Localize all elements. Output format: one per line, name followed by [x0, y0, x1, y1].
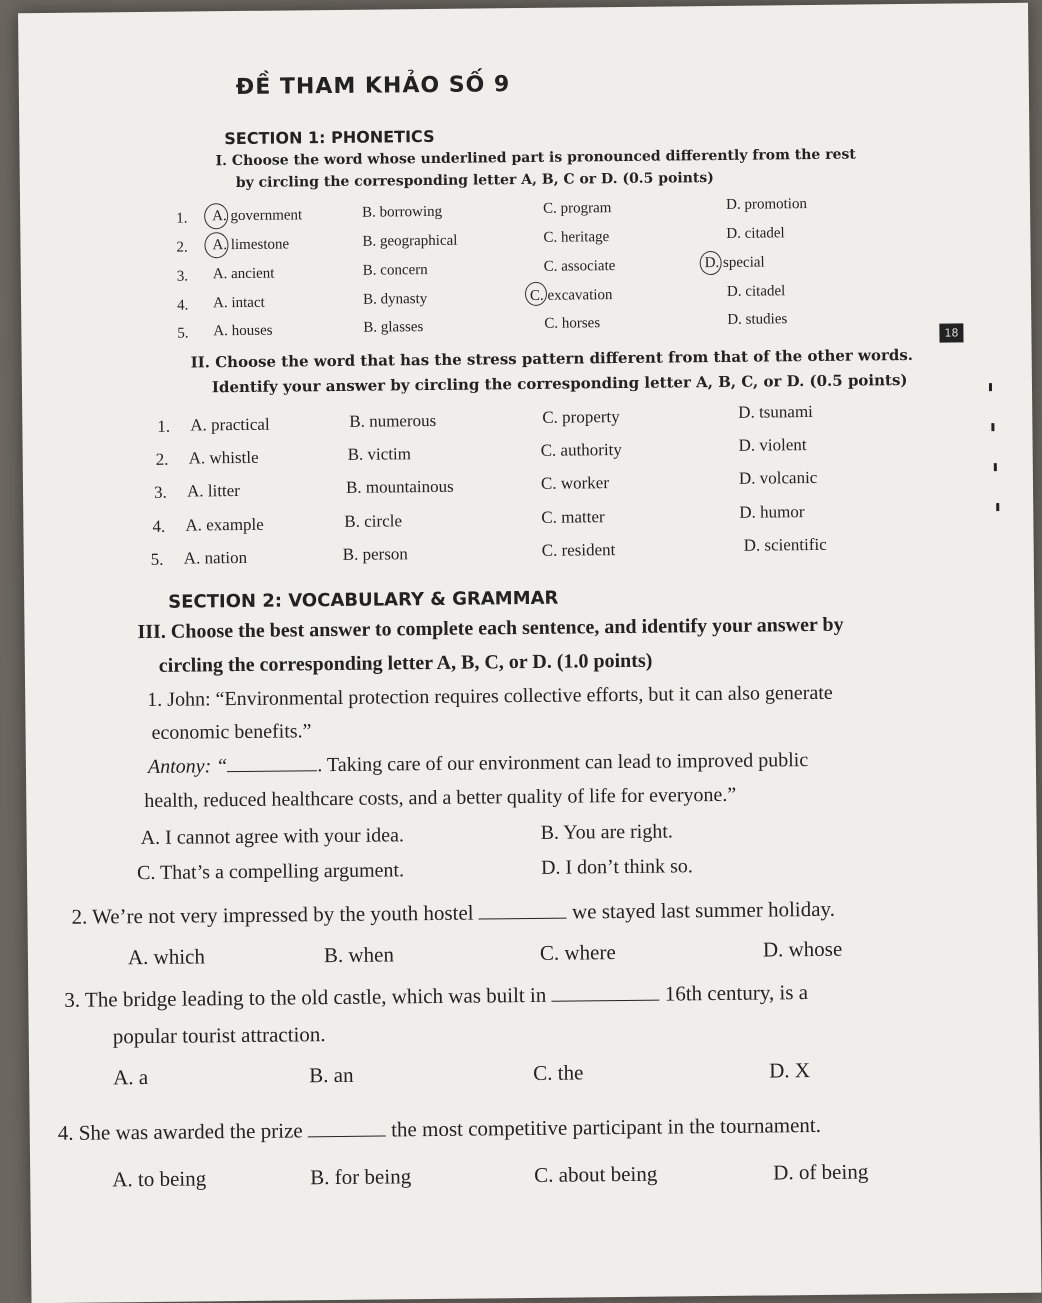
option-c: C. resident — [541, 540, 616, 560]
option-c: C. the — [533, 1060, 584, 1085]
option-b: B. an — [309, 1062, 354, 1088]
option-d: D. X — [769, 1058, 811, 1083]
option-b: B. circle — [344, 511, 403, 531]
answer-blank — [227, 756, 317, 772]
question-1-line1: 1. John: “Environmental protection requires collective efforts, but it can also generate — [147, 681, 833, 711]
option-b: B. for being — [310, 1164, 412, 1190]
question-3-post: 16th century, is a — [664, 980, 809, 1006]
question-4-post: the most competitive participant in the tournament. — [391, 1112, 822, 1142]
question-1-line2: economic benefits.” — [151, 720, 312, 744]
option-b: B. concern — [362, 262, 428, 279]
worksheet-page — [18, 3, 1041, 1303]
option-a: A. which — [127, 944, 206, 970]
option-a: A. houses — [213, 322, 273, 340]
option-d: D. citadel — [726, 283, 786, 300]
page-title: ĐỀ THAM KHẢO SỐ 9 — [235, 72, 511, 101]
option-b: B. victim — [347, 444, 412, 464]
option-b: B. glasses — [363, 319, 424, 336]
answer-blank — [479, 904, 567, 920]
edge-mark — [996, 503, 999, 511]
question-1-line4: health, reduced healthcare costs, and a better quality of life for everyone.” — [144, 783, 737, 813]
answer-blank — [308, 1121, 386, 1137]
question-number: 1. — [176, 210, 188, 227]
option-c: C. horses — [544, 315, 601, 332]
answer-blank — [551, 986, 659, 1002]
option-d: D. humor — [739, 502, 805, 522]
part-3-instruction-line2: circling the corresponding letter A, B, C, or D. (1.0 points) — [158, 649, 653, 677]
question-1-line3-rest: . Taking care of our environment can lead to improved public — [317, 749, 809, 777]
option-a: A. practical — [190, 414, 270, 435]
question-4-text — [58, 1113, 821, 1146]
option-b: B. borrowing — [362, 203, 443, 221]
option-d: D. special — [704, 254, 765, 272]
question-2-pre: 2. We’re not very impressed by the youth hostel — [71, 900, 474, 929]
option-a: A. limestone — [212, 236, 290, 254]
question-1-line3 — [148, 749, 809, 779]
option-c: C. That’s a compelling argument. — [136, 859, 405, 885]
question-3-line2: popular tourist attraction. — [112, 1022, 326, 1049]
option-d: D. volcanic — [738, 467, 818, 488]
question-3-text — [64, 980, 808, 1013]
part-1-instruction: I. Choose the word whose underlined part is pronounced differently from the rest — [215, 146, 856, 170]
option-a: A. to being — [112, 1166, 207, 1192]
option-a: A. litter — [186, 480, 241, 501]
option-d: D. tsunami — [738, 401, 813, 422]
question-number: 4. — [152, 516, 166, 536]
option-a: A. ancient — [212, 265, 275, 283]
edge-mark — [989, 383, 992, 391]
option-a: A. I cannot agree with your idea. — [140, 824, 405, 850]
edge-mark — [991, 423, 994, 431]
option-b: B. mountainous — [345, 476, 454, 497]
option-b: B. person — [342, 544, 408, 564]
option-c: C. matter — [541, 507, 605, 527]
option-c: C. excavation — [529, 287, 613, 304]
side-tab-badge: 18 — [939, 323, 963, 342]
question-number: 3. — [176, 268, 189, 285]
edge-mark — [994, 463, 997, 471]
part-2-instruction: II. Choose the word that has the stress pattern different from that of the other words. — [190, 345, 914, 372]
option-c: C. program — [543, 200, 612, 217]
option-a: A. intact — [212, 294, 265, 312]
part-2-instruction-line2: Identify your answer by circling the corresponding letter A, B, C, or D. (0.5 points) — [211, 370, 908, 397]
section-1-heading: SECTION 1: PHONETICS — [224, 126, 435, 149]
option-b: B. numerous — [349, 410, 437, 431]
option-d: D. whose — [762, 936, 843, 962]
question-4-pre: 4. She was awarded the prize — [57, 1118, 303, 1145]
option-d: D. of being — [773, 1159, 869, 1185]
option-b: B. dynasty — [362, 291, 428, 308]
option-b: B. geographical — [362, 232, 458, 250]
part-3-instruction: III. Choose the best answer to complete each sentence, and identify your answer by — [137, 613, 844, 644]
option-d: D. violent — [738, 435, 807, 455]
option-a: A. nation — [183, 547, 248, 568]
question-2-post: we stayed last summer holiday. — [571, 896, 835, 924]
question-number: 4. — [177, 297, 189, 314]
option-d: D. citadel — [726, 225, 785, 242]
option-a: A. a — [113, 1064, 149, 1090]
option-c: C. about being — [534, 1161, 658, 1187]
question-2-text — [71, 897, 835, 930]
question-number: 1. — [157, 416, 171, 436]
part-1-instruction-line2: by circling the corresponding letter A, B, C or D. (0.5 points) — [235, 170, 714, 192]
option-c: C. worker — [540, 473, 610, 493]
option-a: A. whistle — [188, 447, 259, 468]
option-c: C. associate — [543, 258, 616, 275]
section-2-heading: SECTION 2: VOCABULARY & GRAMMAR — [168, 587, 559, 613]
option-d: D. studies — [727, 311, 788, 328]
option-b: B. when — [323, 942, 395, 968]
option-c: C. authority — [540, 439, 622, 460]
question-number: 2. — [155, 449, 169, 469]
speaker-name: Antony: “ — [147, 755, 228, 778]
question-3-pre: 3. The bridge leading to the old castle, which was built in — [64, 982, 547, 1012]
option-b: B. You are right. — [540, 820, 673, 844]
question-number: 5. — [150, 549, 164, 569]
question-number: 2. — [176, 239, 188, 256]
option-a: A. example — [185, 514, 264, 535]
question-number: 5. — [177, 325, 189, 342]
option-d: D. I don’t think so. — [540, 855, 693, 879]
option-d: D. promotion — [725, 196, 807, 213]
option-d: D. scientific — [743, 534, 827, 555]
option-c: C. heritage — [543, 229, 610, 246]
question-number: 3. — [153, 482, 167, 502]
option-c: C. where — [539, 940, 616, 965]
option-a: A. government — [212, 207, 303, 225]
option-c: C. property — [542, 407, 620, 427]
